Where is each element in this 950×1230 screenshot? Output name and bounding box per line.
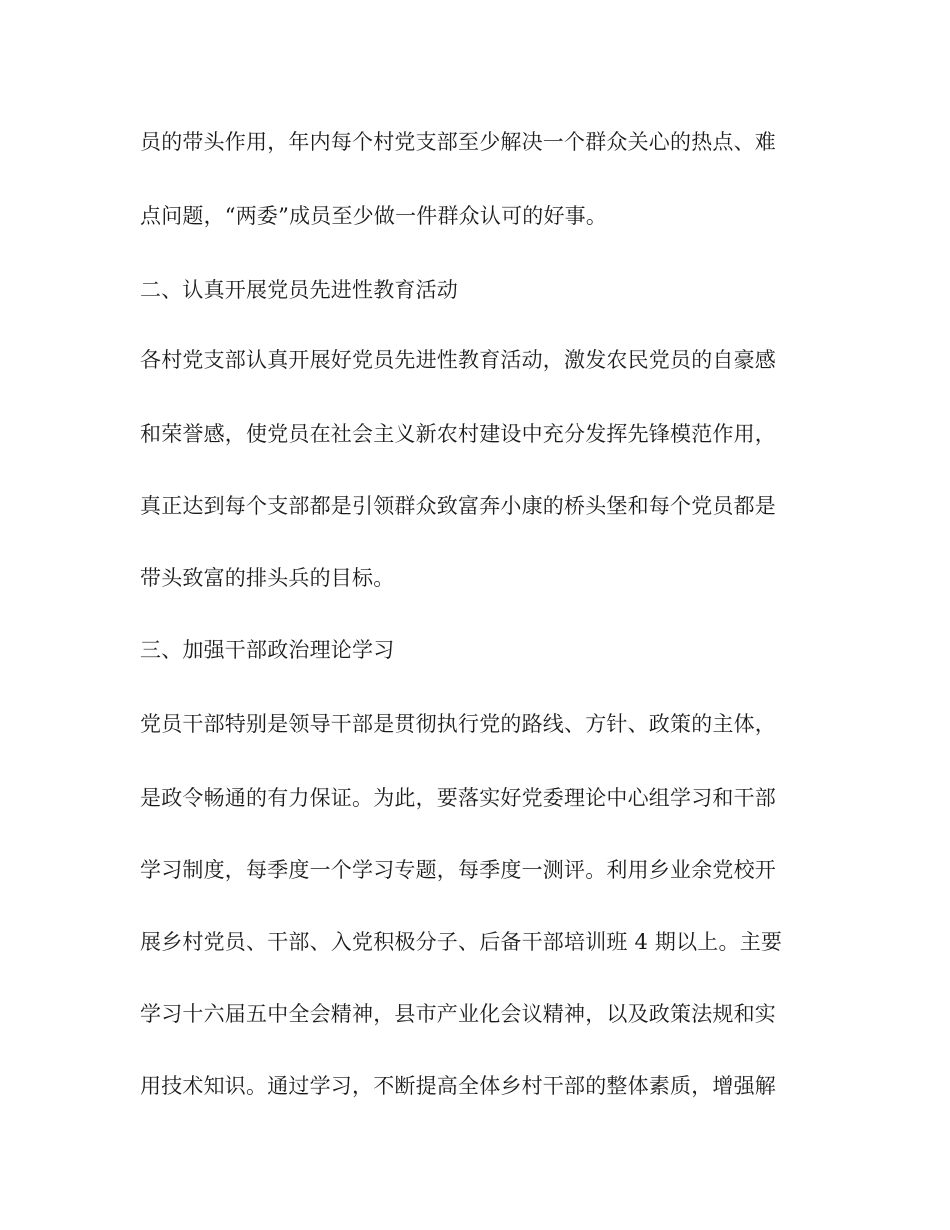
text-line: 和荣誉感，使党员在社会主义新农村建设中充分发挥先锋模范作用， [140, 422, 776, 446]
text-line: 展乡村党员、干部、入党积极分子、后备干部培训班 4 期以上。主要 [140, 930, 783, 954]
text-line: 各村党支部认真开展好党员先进性教育活动，激发农民党员的自豪感 [140, 348, 776, 372]
text-line: 学习十六届五中全会精神，县市产业化会议精神，以及政策法规和实 [140, 1002, 776, 1026]
text-line: 带头致富的排头兵的目标。 [140, 566, 395, 590]
text-line: 点问题，“两委”成员至少做一件群众认可的好事。 [140, 204, 608, 228]
text-line: 是政令畅通的有力保证。为此，要落实好党委理论中心组学习和干部 [140, 786, 776, 810]
text-line: 党员干部特别是领导干部是贯彻执行党的路线、方针、政策的主体， [140, 712, 776, 736]
text-line: 学习制度，每季度一个学习专题，每季度一测评。利用乡业余党校开 [140, 858, 776, 882]
text-line: 用技术知识。通过学习，不断提高全体乡村干部的整体素质，增强解 [140, 1074, 776, 1098]
text-line: 真正达到每个支部都是引领群众致富奔小康的桥头堡和每个党员都是 [140, 494, 776, 518]
section-heading: 三、加强干部政治理论学习 [140, 638, 395, 662]
section-heading: 二、认真开展党员先进性教育活动 [140, 278, 458, 302]
text-line: 员的带头作用，年内每个村党支部至少解决一个群众关心的热点、难 [140, 130, 776, 154]
